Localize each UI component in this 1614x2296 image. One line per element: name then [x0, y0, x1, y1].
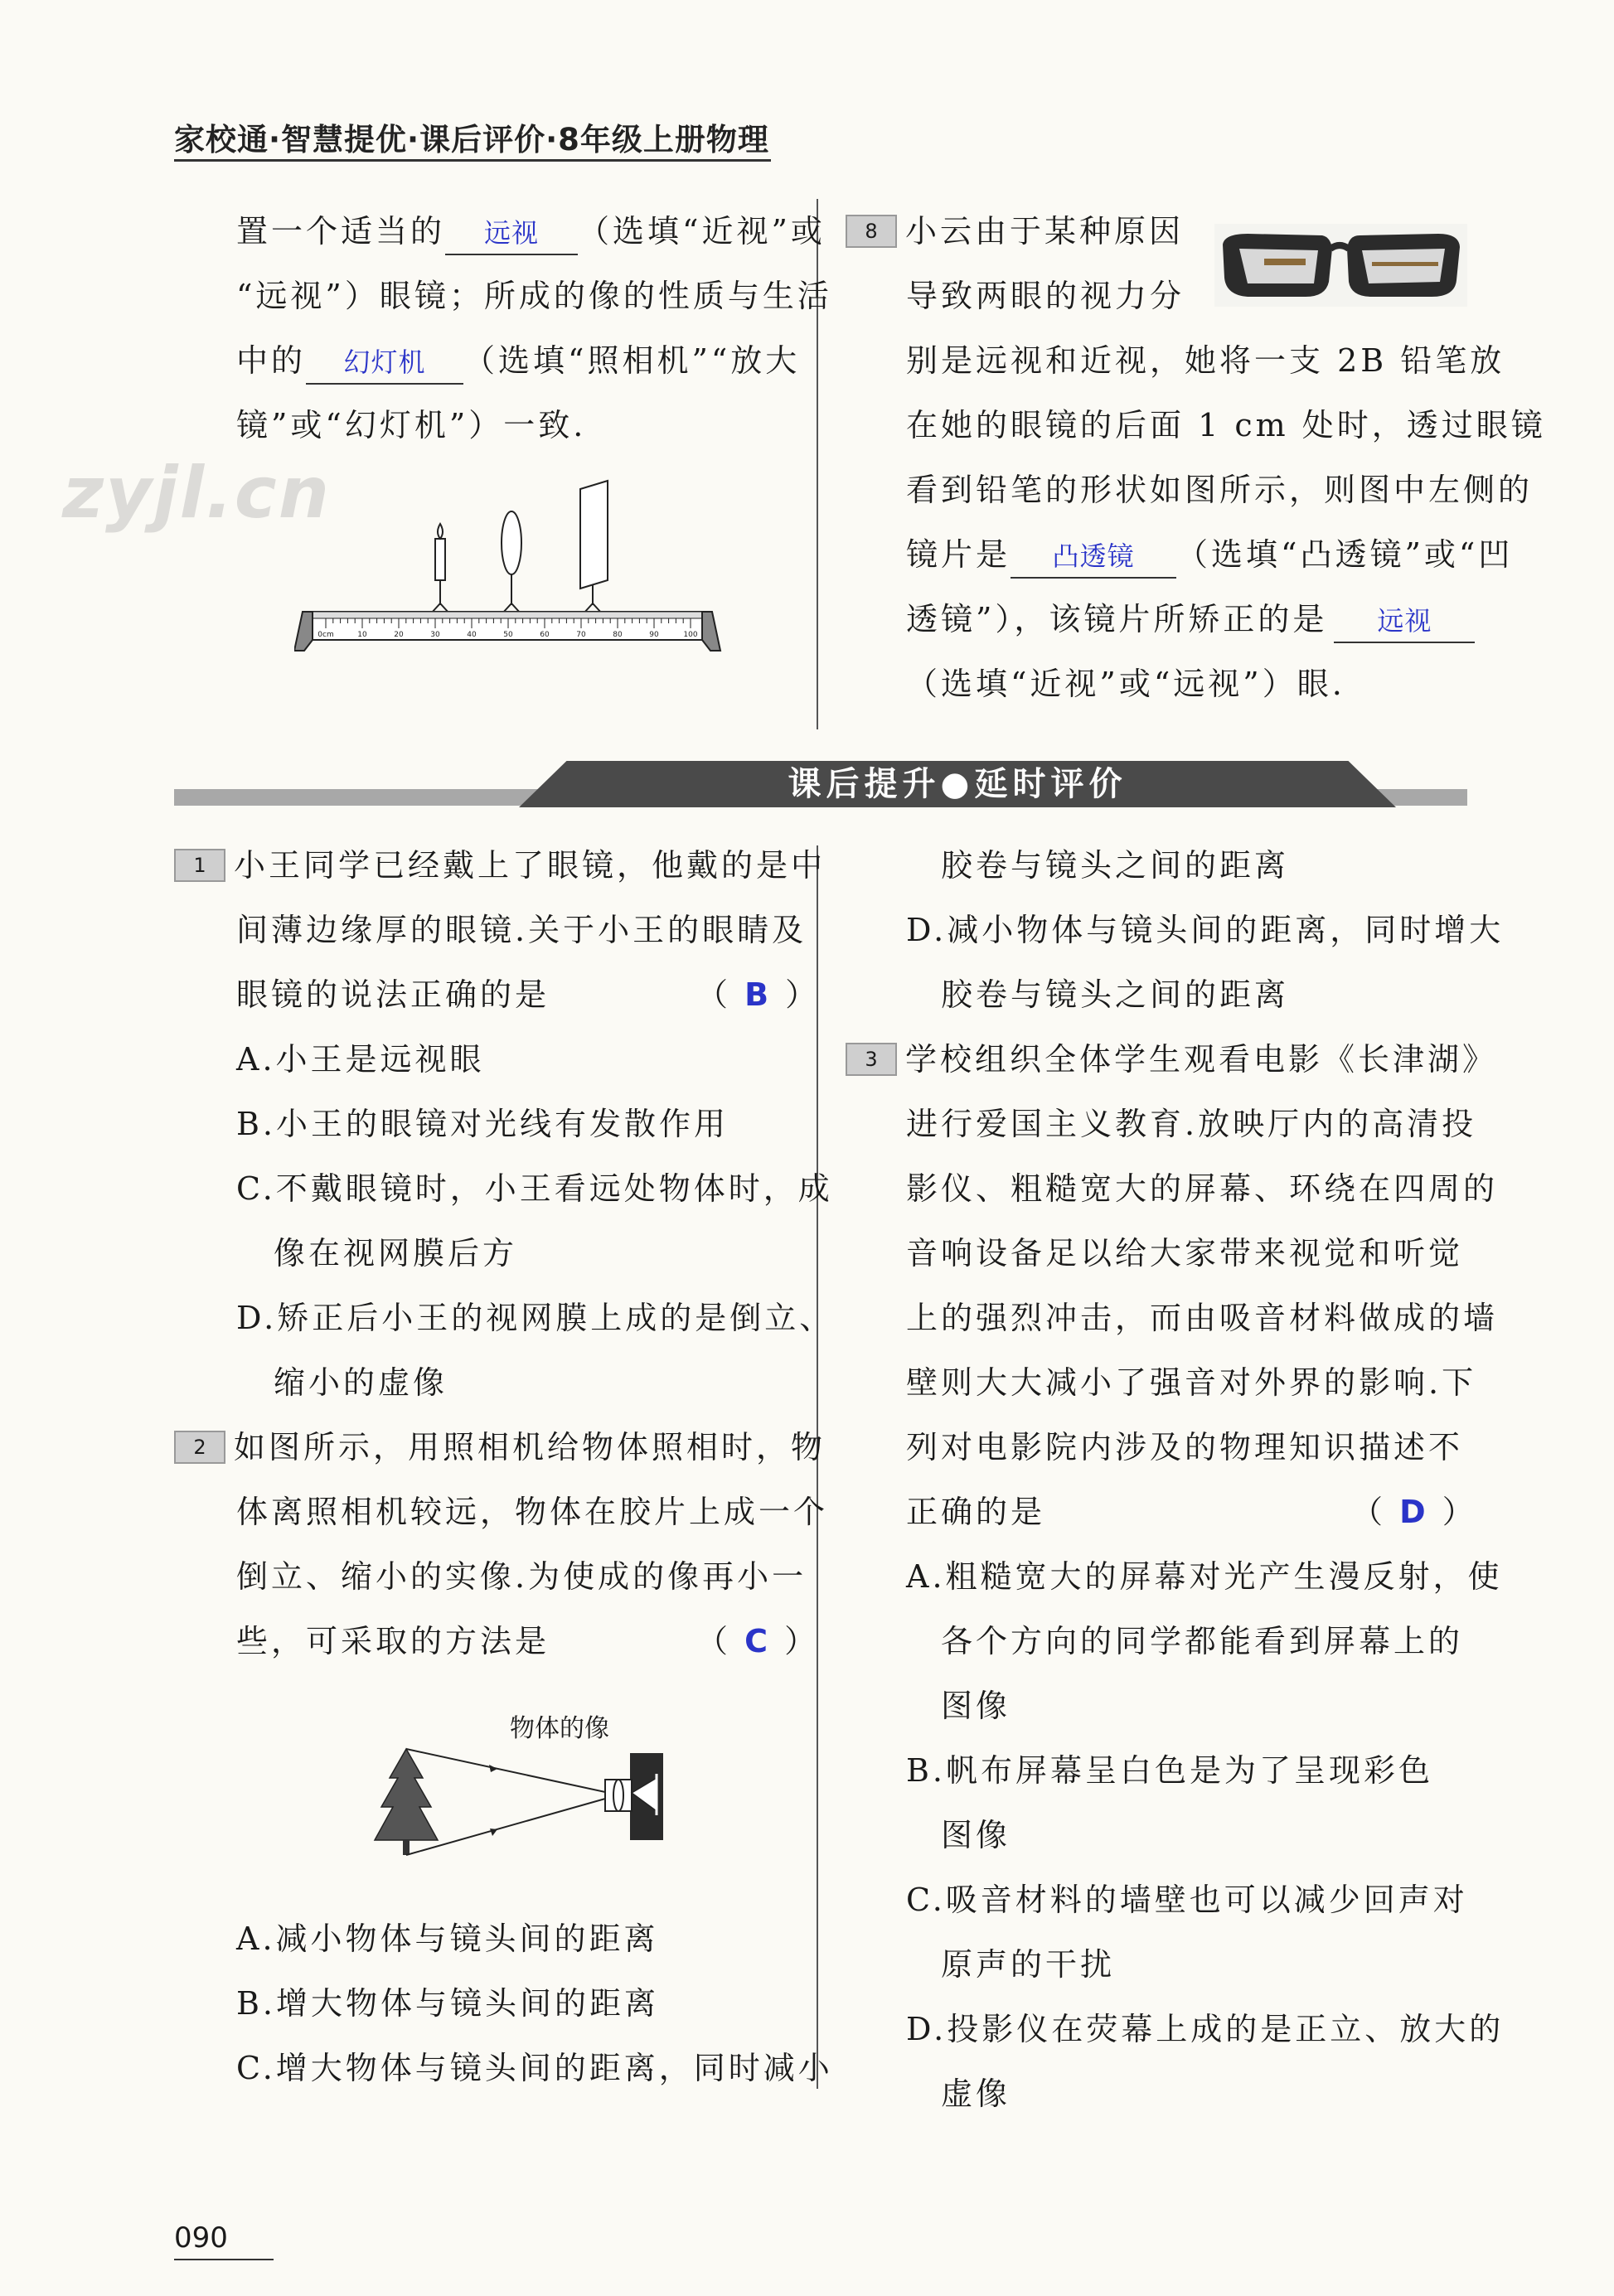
q8-line-6	[906, 522, 1513, 587]
q7-text: 置一个适当的	[236, 213, 446, 249]
q7-answer-2: 幻灯机	[306, 341, 463, 385]
bench-label: 10	[357, 631, 367, 639]
bench-leg-right	[702, 612, 720, 651]
q2-text: 如图所示，用照相机给物体照相时，物	[234, 1429, 826, 1465]
q3-line-7: 列对电影院内涉及的物理知识描述不	[906, 1429, 1464, 1465]
q8-text: （选填“凸透镜”或“凹	[1176, 536, 1514, 573]
q1-option-c-2: 像在视网膜后方	[274, 1235, 518, 1272]
q7-text: （选填“照相机”“放大	[463, 342, 801, 379]
bench-label: 50	[503, 631, 513, 639]
optical-bench-figure	[294, 472, 725, 663]
glasses-photo	[1214, 224, 1467, 307]
q8-line-3: 别是远视和近视，她将一支 2B 铅笔放	[906, 342, 1505, 379]
q1-text: 小王同学已经戴上了眼镜，他戴的是中	[234, 847, 826, 884]
q1-option-c-1: C.不戴眼镜时，小王看远处物体时，成	[236, 1170, 833, 1207]
q3-line-3: 影仪、粗糙宽大的屏幕、环绕在四周的	[906, 1170, 1499, 1207]
q8-line-1	[846, 199, 1184, 264]
q7-line-1	[236, 199, 826, 264]
candle	[435, 539, 445, 580]
q3-option-c-2: 原声的干扰	[941, 1946, 1116, 1983]
q1-option-b: B.小王的眼镜对光线有发散作用	[236, 1106, 729, 1142]
header-title: 家校通·智慧提优·课后评价·8年级上册物理	[174, 122, 769, 157]
q7-text: 中的	[236, 342, 307, 379]
header-rule	[174, 159, 771, 162]
page-number-rule	[174, 2259, 274, 2260]
q8-text: 镜片是	[906, 536, 1011, 573]
q1-option-a: A.小王是远视眼	[236, 1041, 485, 1078]
bench-label: 100	[683, 631, 698, 639]
q1-option-d-2: 缩小的虚像	[274, 1364, 448, 1401]
q3-line-2: 进行爱国主义教育.放映厅内的高清投	[906, 1106, 1477, 1142]
page-number: 090	[174, 2221, 228, 2255]
q1-answer-bracket: （ B ）	[696, 976, 821, 1013]
q3-answer: D	[1399, 1494, 1429, 1530]
q3-option-b-2: 图像	[941, 1817, 1011, 1853]
q2-line-3: 倒立、缩小的实像.为使成的像再小一	[236, 1558, 807, 1595]
question-number-8: 8	[846, 215, 897, 248]
q3-option-a-1: A.粗糙宽大的屏幕对光产生漫反射，使	[906, 1558, 1503, 1595]
bench-label: 30	[430, 631, 440, 639]
section-banner-title: 课后提升●延时评价	[788, 765, 1127, 803]
bench-label: 40	[467, 631, 477, 639]
q1-line-1	[174, 833, 826, 898]
q8-answer-2: 远视	[1334, 600, 1475, 643]
q2-option-c-1: C.增大物体与镜头间的距离，同时减小	[236, 2050, 833, 2086]
candle-flame	[438, 524, 443, 539]
q7-line-4: 镜”或“幻灯机”）一致.	[236, 407, 587, 443]
bench-label: 70	[576, 631, 586, 639]
q7-line-3	[236, 328, 800, 393]
q8-line-7	[906, 587, 1475, 652]
q7-text: （选填“近视”或	[578, 213, 826, 249]
watermark-text: zyjl.cn	[62, 452, 331, 535]
convex-lens	[502, 511, 521, 574]
q3-answer-bracket: （ D ）	[1351, 1494, 1477, 1530]
q3-option-d-2: 虚像	[941, 2076, 1011, 2112]
q8-text: 透镜”），该镜片所矫正的是	[906, 601, 1328, 637]
bench-label: 80	[613, 631, 623, 639]
q3-option-b-1: B.帆布屏幕呈白色是为了呈现彩色	[906, 1752, 1434, 1789]
q3-line-1	[846, 1027, 1497, 1092]
q2-line-2: 体离照相机较远，物体在胶片上成一个	[236, 1494, 829, 1530]
q8-line-4: 在她的眼镜的后面 1 cm 处时，透过眼镜	[906, 407, 1546, 443]
q2-answer: C	[744, 1623, 771, 1659]
q2-line-4: 些，可采取的方法是	[236, 1623, 550, 1659]
q1-line-3: 眼镜的说法正确的是	[236, 976, 550, 1013]
tree-object	[375, 1749, 438, 1840]
q3-option-a-2: 各个方向的同学都能看到屏幕上的	[941, 1623, 1464, 1659]
q1-line-2: 间薄边缘厚的眼镜.关于小王的眼睛及	[236, 912, 807, 948]
pencil-right	[1372, 262, 1438, 266]
camera-figure-label: 物体的像	[510, 1714, 609, 1743]
q8-answer-1: 凸透镜	[1011, 535, 1176, 579]
q2-option-d-2: 胶卷与镜头之间的距离	[941, 976, 1290, 1013]
q8-line-2: 导致两眼的视力分	[906, 278, 1185, 314]
question-number-1: 1	[174, 849, 225, 882]
q3-option-a-3: 图像	[941, 1688, 1011, 1724]
q2-option-c-2: 胶卷与镜头之间的距离	[941, 847, 1290, 884]
question-number-3: 3	[846, 1043, 897, 1076]
pencil-left	[1264, 259, 1306, 265]
bench-label: 20	[394, 631, 404, 639]
q3-line-5: 上的强烈冲击，而由吸音材料做成的墙	[906, 1300, 1499, 1336]
q8-text: 小云由于某种原因	[905, 213, 1185, 249]
q8-line-8: （选填“近视”或“远视”）眼.	[906, 666, 1345, 702]
q7-answer-1: 远视	[445, 212, 578, 255]
q2-line-1	[174, 1415, 826, 1480]
bench-label: 90	[649, 631, 659, 639]
question-number-2: 2	[174, 1431, 225, 1464]
bench-leg-left	[294, 612, 313, 651]
q3-line-4: 音响设备足以给大家带来视觉和听觉	[906, 1235, 1464, 1272]
q1-option-d-1: D.矫正后小王的视网膜上成的是倒立、	[236, 1300, 835, 1336]
q2-option-a: A.减小物体与镜头间的距离	[236, 1921, 659, 1957]
q2-option-d-1: D.减小物体与镜头间的距离，同时增大	[906, 912, 1505, 948]
q3-option-d-1: D.投影仪在荧幕上成的是正立、放大的	[906, 2011, 1505, 2047]
q2-answer-bracket: （ C ）	[696, 1623, 820, 1659]
light-screen	[580, 481, 608, 589]
q7-line-2: “远视”）眼镜；所成的像的性质与生活	[236, 278, 832, 314]
q2-option-b: B.增大物体与镜头间的距离	[236, 1985, 660, 2022]
bench-label: 60	[540, 631, 550, 639]
q3-line-6: 壁则大大减小了强音对外界的影响.下	[906, 1364, 1477, 1401]
q3-line-8: 正确的是	[906, 1494, 1046, 1530]
q8-line-5: 看到铅笔的形状如图所示，则图中左侧的	[906, 472, 1534, 508]
q3-option-c-1: C.吸音材料的墙壁也可以减少回声对	[906, 1882, 1468, 1918]
q3-text: 学校组织全体学生观看电影《长津湖》	[905, 1041, 1498, 1078]
camera-figure	[356, 1728, 671, 1877]
bench-label: 0cm	[317, 631, 334, 639]
q1-answer: B	[744, 976, 773, 1013]
